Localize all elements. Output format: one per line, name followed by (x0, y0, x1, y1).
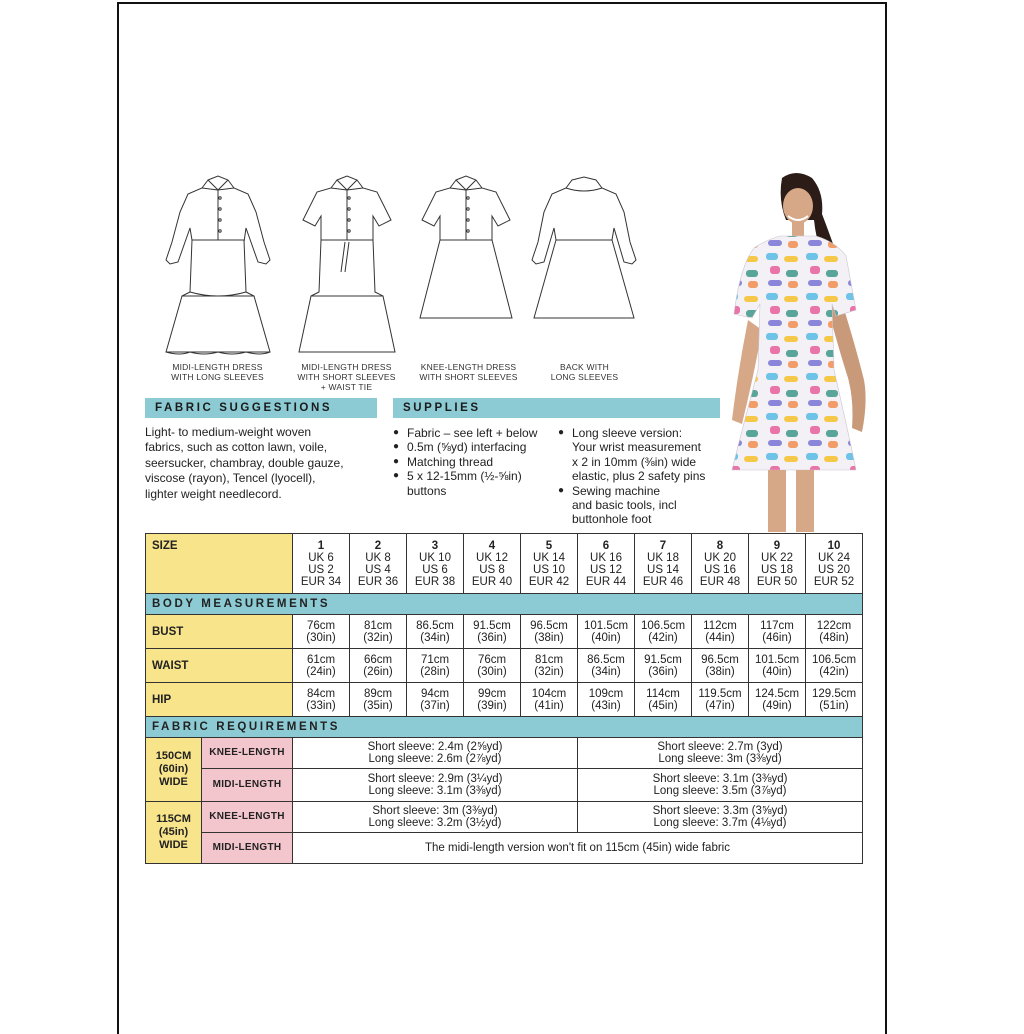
sketch-knee-short-sleeve (418, 172, 514, 324)
supply-item: ● 0.5m (⅝yd) interfacing (393, 440, 527, 455)
measure-cell: 81cm (32in) (521, 649, 578, 683)
knee-length-label: KNEE-LENGTH (202, 802, 293, 833)
measure-cell: 101.5cm (40in) (749, 649, 806, 683)
size-cell: 6 UK 16 US 12 EUR 44 (578, 534, 635, 594)
knee-length-label: KNEE-LENGTH (202, 738, 293, 769)
sketch-label-3: KNEE-LENGTH DRESS WITH SHORT SLEEVES (419, 362, 518, 382)
measure-cell: 94cm (37in) (407, 683, 464, 717)
sketch-label-1: MIDI-LENGTH DRESS WITH LONG SLEEVES (171, 362, 264, 382)
measure-cell: 96.5cm (38in) (521, 615, 578, 649)
req-150-midi-row (146, 769, 863, 802)
size-cell: 7 UK 18 US 14 EUR 46 (635, 534, 692, 594)
req-cell: Short sleeve: 2.7m (3yd) Long sleeve: 3m (3⅜yd) (578, 738, 863, 769)
size-cell: 9 UK 22 US 18 EUR 50 (749, 534, 806, 594)
measure-cell: 86.5cm (34in) (407, 615, 464, 649)
measure-cell: 86.5cm (34in) (578, 649, 635, 683)
sketch-label-2: MIDI-LENGTH DRESS WITH SHORT SLEEVES + WAIST TIE (297, 362, 396, 392)
req-150-knee-row (146, 738, 863, 769)
size-cell: 2 UK 8 US 4 EUR 36 (350, 534, 407, 594)
measure-cell: 106.5cm (42in) (635, 615, 692, 649)
supply-item: ● Sewing machine and basic tools, incl buttonhole foot (558, 483, 677, 527)
supply-item: ● Fabric – see left + below (393, 426, 538, 440)
req-115-midi-row (146, 833, 863, 864)
req-cell: Short sleeve: 2.4m (2⅝yd) Long sleeve: 2.6m (2⅞yd) (293, 738, 578, 769)
measure-cell: 96.5cm (38in) (692, 649, 749, 683)
supplies-list-1 (393, 426, 553, 498)
width-150-label: 150CM (60in) WIDE (146, 738, 202, 802)
fabric-suggestions-text: Light- to medium-weight woven fabrics, such as cotton lawn, voile, seersucker, chambray, double gauze, viscose (rayon), Tencel (lyocell), lighter weight needlecord. (145, 425, 344, 501)
req-cell: Short sleeve: 3m (3⅜yd) Long sleeve: 3.2m (3½yd) (293, 802, 578, 833)
size-row (146, 534, 863, 594)
waist-label: WAIST (146, 649, 293, 683)
measure-cell: 124.5cm (49in) (749, 683, 806, 717)
measure-cell: 99cm (39in) (464, 683, 521, 717)
measure-cell: 122cm (48in) (806, 615, 863, 649)
size-cell: 10 UK 24 US 20 EUR 52 (806, 534, 863, 594)
size-cell: 3 UK 10 US 6 EUR 38 (407, 534, 464, 594)
measure-cell: 76cm (30in) (293, 615, 350, 649)
measure-cell: 114cm (45in) (635, 683, 692, 717)
measure-cell: 129.5cm (51in) (806, 683, 863, 717)
supply-item: ● Matching thread (393, 454, 494, 469)
supply-item: ● Long sleeve version: Your wrist measurement x 2 in 10mm (⅜in) wide elastic, plus 2 safety pins (558, 426, 706, 484)
width-115-label: 115CM (45in) WIDE (146, 802, 202, 864)
measure-cell: 76cm (30in) (464, 649, 521, 683)
size-cell: 4 UK 12 US 8 EUR 40 (464, 534, 521, 594)
fabric-suggestions-heading: FABRIC SUGGESTIONS (145, 398, 377, 418)
size-cell: 5 UK 14 US 10 EUR 42 (521, 534, 578, 594)
measure-cell: 104cm (41in) (521, 683, 578, 717)
measure-cell: 81cm (32in) (350, 615, 407, 649)
fabric-requirements-heading: FABRIC REQUIREMENTS (146, 717, 863, 738)
measure-cell: 117cm (46in) (749, 615, 806, 649)
measure-cell: 101.5cm (40in) (578, 615, 635, 649)
body-measurements-heading-row (146, 594, 863, 615)
measure-cell: 91.5cm (36in) (464, 615, 521, 649)
measure-cell: 91.5cm (36in) (635, 649, 692, 683)
sketch-midi-long-sleeve (160, 172, 276, 358)
req-115-knee-row (146, 802, 863, 833)
fabric-requirements-heading-row (146, 717, 863, 738)
bust-label: BUST (146, 615, 293, 649)
body-measurements-heading: BODY MEASUREMENTS (146, 594, 863, 615)
req-cell: Short sleeve: 3.1m (3⅜yd) Long sleeve: 3.5m (3⅞yd) (578, 769, 863, 802)
supplies-list-2 (558, 426, 728, 527)
req-cell: Short sleeve: 2.9m (3¼yd) Long sleeve: 3.1m (3⅜yd) (293, 769, 578, 802)
req-note: The midi-length version won't fit on 115cm (45in) wide fabric (293, 833, 863, 864)
hip-label: HIP (146, 683, 293, 717)
sketch-midi-short-sleeve-tie (297, 172, 397, 358)
size-label: SIZE (146, 534, 293, 594)
measure-cell: 106.5cm (42in) (806, 649, 863, 683)
size-cell: 1 UK 6 US 2 EUR 34 (293, 534, 350, 594)
waist-row (146, 649, 863, 683)
measure-cell: 109cm (43in) (578, 683, 635, 717)
measure-cell: 119.5cm (47in) (692, 683, 749, 717)
sketch-label-4: BACK WITH LONG SLEEVES (550, 362, 619, 382)
sketch-back-long-sleeve (526, 172, 642, 324)
req-cell: Short sleeve: 3.3m (3⅝yd) Long sleeve: 3.7m (4⅛yd) (578, 802, 863, 833)
model-photo (724, 170, 870, 535)
hip-row (146, 683, 863, 717)
measure-cell: 112cm (44in) (692, 615, 749, 649)
size-chart (145, 533, 863, 864)
size-cell: 8 UK 20 US 16 EUR 48 (692, 534, 749, 594)
supply-item: ● 5 x 12-15mm (½-⅝in) buttons (393, 469, 522, 498)
supplies-heading: SUPPLIES (393, 398, 720, 418)
midi-length-label: MIDI-LENGTH (202, 833, 293, 864)
measure-cell: 84cm (33in) (293, 683, 350, 717)
measure-cell: 61cm (24in) (293, 649, 350, 683)
bust-row (146, 615, 863, 649)
midi-length-label: MIDI-LENGTH (202, 769, 293, 802)
measure-cell: 89cm (35in) (350, 683, 407, 717)
measure-cell: 71cm (28in) (407, 649, 464, 683)
measure-cell: 66cm (26in) (350, 649, 407, 683)
